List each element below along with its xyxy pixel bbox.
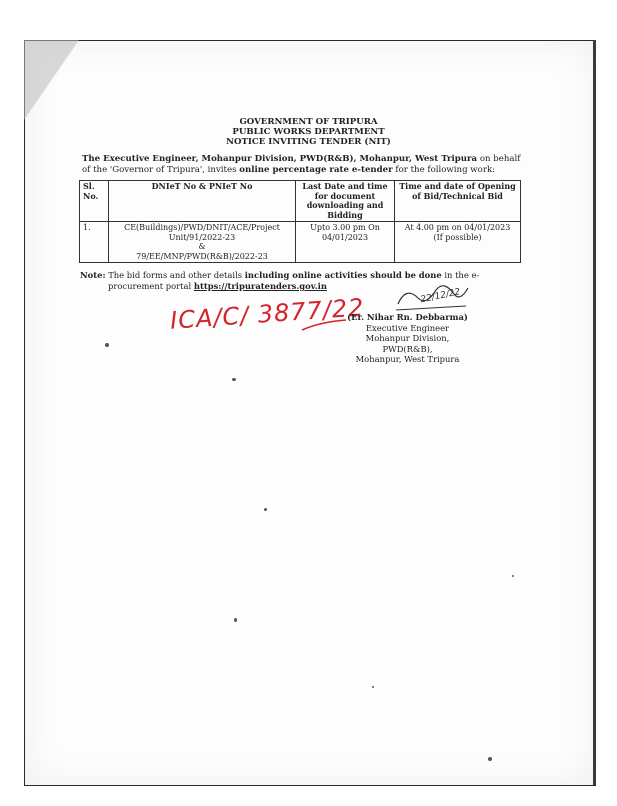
signatory-division: Mohanpur Division, PWD(R&B), <box>365 333 450 354</box>
row-sl-no: 1. <box>80 222 109 263</box>
note-text-3: procurement portal <box>108 281 194 291</box>
signatory-block <box>340 312 475 365</box>
header-sl-no: Sl. No. <box>80 181 109 222</box>
scan-speck <box>234 618 237 622</box>
intro-text-2: for the following work: <box>392 165 496 175</box>
header-government: GOVERNMENT OF TRIPURA <box>239 117 378 127</box>
row-dnit-line1: CE(Buildings)/PWD/DNIT/ACE/Project Unit/91/2022-23 <box>124 223 280 242</box>
row-dnit <box>109 222 296 263</box>
signatory-designation: Executive Engineer <box>365 322 450 333</box>
intro-text-1: on behalf of the 'Governor of Tripura', invites <box>82 154 521 175</box>
header-last-date: Last Date and time for document downloading and Bidding <box>296 181 395 222</box>
header-dnit: DNIeT No & PNIeT No <box>109 181 296 222</box>
header-notice-title: NOTICE INVITING TENDER (NIT) <box>226 137 391 147</box>
row-opening <box>395 222 521 263</box>
signatory-location: Mohanpur, West Tripura <box>355 354 460 364</box>
intro-issuer: The Executive Engineer, Mohanpur Division, PWD(R&B), Mohanpur, West Tripura <box>82 154 478 164</box>
signature-scribble <box>392 276 472 316</box>
row-opening-line2: (If possible) <box>433 232 482 242</box>
scan-speck <box>105 343 109 347</box>
scan-speck <box>372 686 374 688</box>
scan-speck <box>488 757 492 761</box>
scan-speck <box>512 575 514 577</box>
scan-speck <box>232 378 236 381</box>
row-opening-line1: At 4.00 pm on 04/01/2023 <box>404 223 511 232</box>
note-text-1: The bid forms and other details <box>105 270 245 280</box>
header-opening: Time and date of Opening of Bid/Technical Bid <box>395 181 521 222</box>
note-label: Note: <box>80 270 106 280</box>
portal-link[interactable]: https://tripuratenders.gov.in <box>193 281 327 291</box>
signature-date: 22/12/22 <box>419 287 462 306</box>
folded-corner <box>24 40 79 120</box>
header-department: PUBLIC WORKS DEPARTMENT <box>232 127 385 137</box>
page-edge <box>593 40 596 785</box>
table-row <box>80 222 521 263</box>
scan-speck <box>264 508 267 511</box>
row-dnit-amp: & <box>198 242 206 251</box>
row-last-date: Upto 3.00 pm On 04/01/2023 <box>296 222 395 263</box>
signatory-name: (Er. Nihar Rn. Debbarma) <box>347 312 468 322</box>
table-header-row <box>80 181 521 222</box>
document-page <box>24 40 596 786</box>
intro-tender-type: online percentage rate e-tender <box>239 165 393 175</box>
row-dnit-line2: 79/EE/MNP/PWD(R&B)/2022-23 <box>136 251 268 261</box>
note-bold: including online activities should be done <box>244 270 442 280</box>
note-text-2: in the e- <box>441 270 480 280</box>
handwritten-reference: ICA/C/ 3877/22 <box>169 293 366 335</box>
tender-table <box>79 180 521 263</box>
intro-paragraph <box>82 154 522 176</box>
